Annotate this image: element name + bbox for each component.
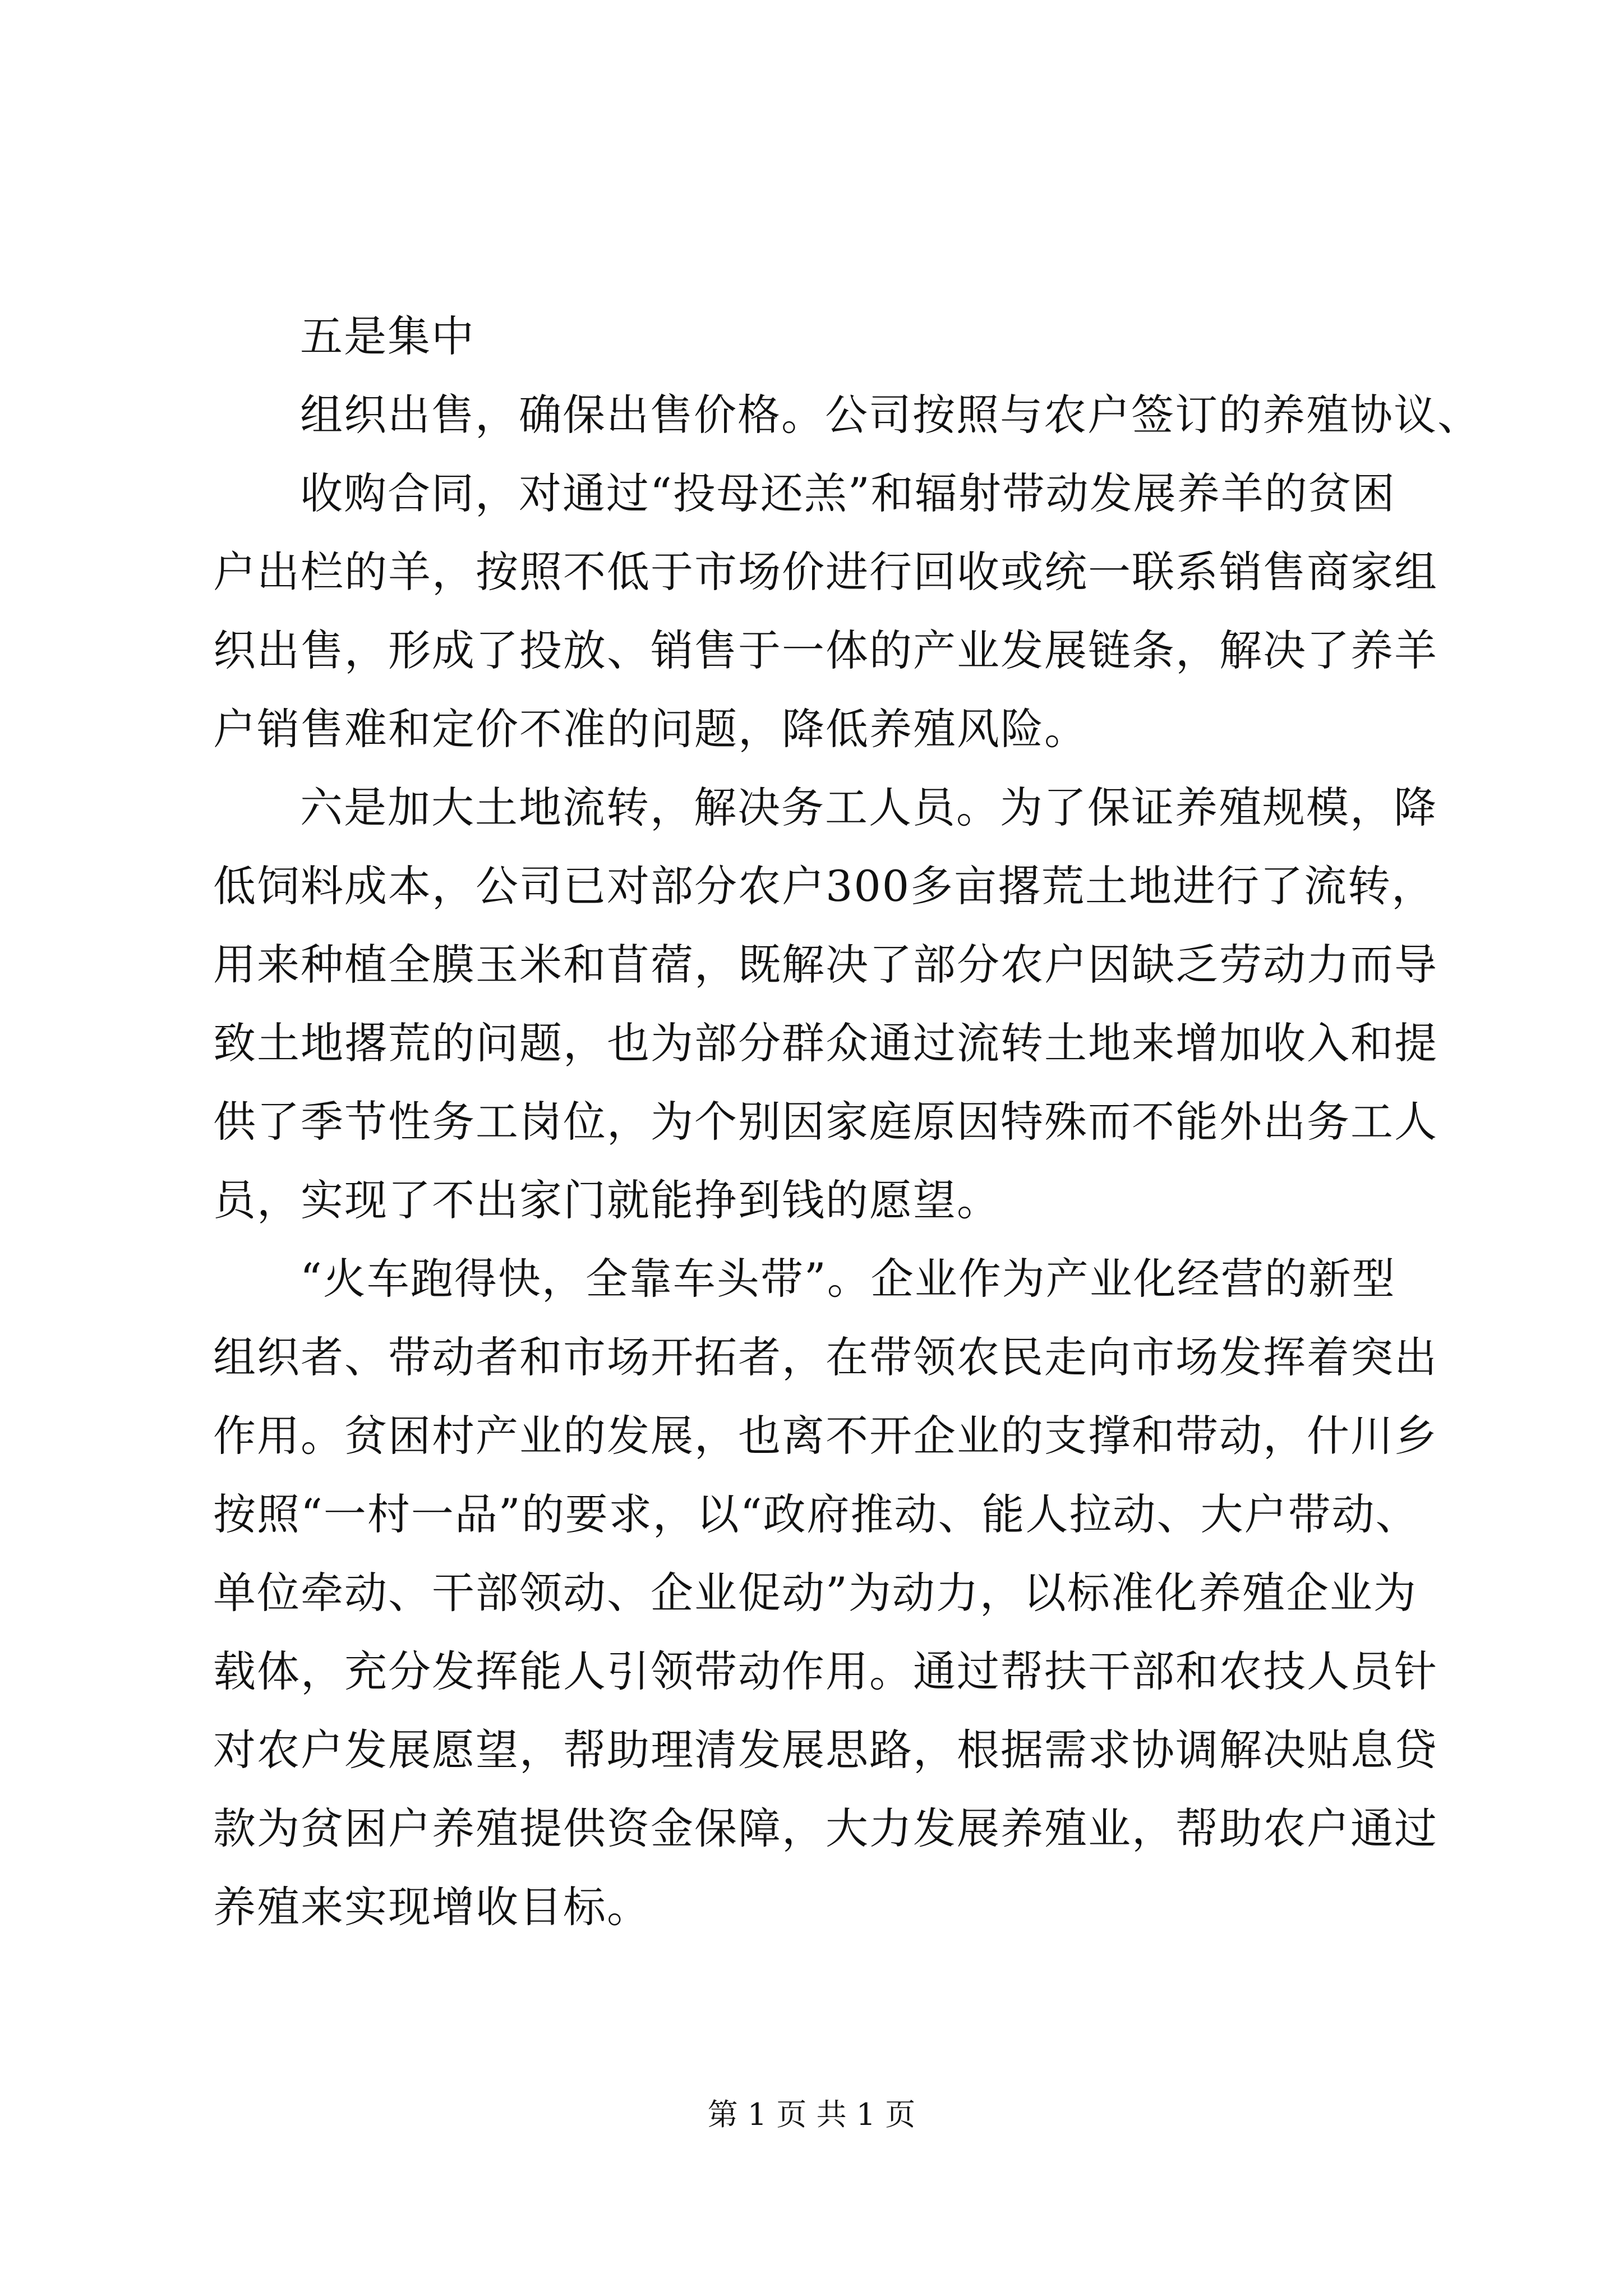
page-footer: 第 1 页 共 1 页 <box>707 2097 916 2132</box>
text-line: 收购合同，对通过“投母还羔”和辐射带动发展养羊的贫困 <box>300 468 1396 518</box>
text-line: 组织者、带动者和市场开拓者，在带领农民走向市场发挥着突出 <box>213 1332 1438 1382</box>
text-line: 对农户发展愿望，帮助理清发展思路，根据需求协调解决贴息贷 <box>213 1725 1438 1775</box>
text-line: 单位牵动、干部领动、企业促动”为动力，以标准化养殖企业为 <box>213 1568 1417 1618</box>
text-line: 五是集中 <box>300 311 475 361</box>
text-line: 致土地撂荒的问题，也为部分群众通过流转土地来增加收入和提 <box>213 1018 1438 1068</box>
text-line: 织出售，形成了投放、销售于一体的产业发展链条，解决了养羊 <box>213 625 1438 675</box>
text-line: 用来种植全膜玉米和苜蓿，既解决了部分农户因缺乏劳动力而导 <box>213 940 1438 990</box>
text-line: 户销售难和定价不准的问题，降低养殖风险。 <box>213 704 1088 754</box>
text-line: 六是加大土地流转，解决务工人员。为了保证养殖规模，降 <box>300 783 1437 832</box>
text-line: 款为贫困户养殖提供资金保障，大力发展养殖业，帮助农户通过 <box>213 1803 1438 1853</box>
text-line: 按照“一村一品”的要求，以“政府推动、能人拉动、大户带动、 <box>213 1489 1419 1539</box>
text-line: 员，实现了不出家门就能挣到钱的愿望。 <box>213 1175 1000 1225</box>
text-line: “火车跑得快，全靠车头带”。企业作为产业化经营的新型 <box>300 1254 1396 1304</box>
text-line: 组织出售，确保出售价格。公司按照与农户签订的养殖协议、 <box>300 390 1481 440</box>
text-line: 低饲料成本，公司已对部分农户300多亩撂荒土地进行了流转， <box>213 861 1436 911</box>
text-line: 供了季节性务工岗位，为个别因家庭原因特殊而不能外出务工人 <box>213 1097 1438 1147</box>
text-line: 养殖来实现增收目标。 <box>213 1882 651 1932</box>
text-line: 作用。贫困村产业的发展，也离不开企业的支撑和带动，什川乡 <box>213 1411 1438 1461</box>
text-line: 户出栏的羊，按照不低于市场价进行回收或统一联系销售商家组 <box>213 547 1438 597</box>
text-line: 载体，充分发挥能人引领带动作用。通过帮扶干部和农技人员针 <box>213 1646 1438 1696</box>
